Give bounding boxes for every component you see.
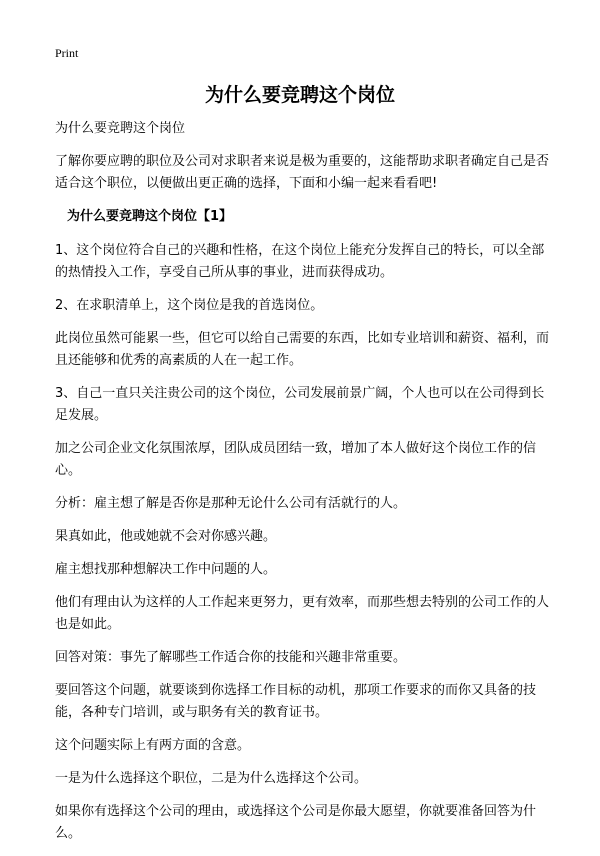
section-heading: 为什么要竞聘这个岗位【1】 [67,209,233,224]
paragraph: 2、在求职清单上，这个岗位是我的首选岗位。 [55,298,324,313]
print-link[interactable]: Print [55,46,79,60]
paragraph: 要回答这个问题，就要谈到你选择工作目标的动机，那项工作要求的而你又具备的技能，各种专门培训，或与职务有关的教育证书。 [55,683,537,720]
paragraph: 分析：雇主想了解是否你是那种无论什么公司有活就行的人。 [55,496,407,511]
paragraph: 他们有理由认为这样的人工作起来更努力，更有效率，而那些想去特别的公司工作的人也是如此。 [55,595,550,632]
paragraph: 3、自己一直只关注贵公司的这个岗位，公司发展前景广阔，个人也可以在公司得到长足发展。 [55,386,545,423]
paragraph: 回答对策：事先了解哪些工作适合你的技能和兴趣非常重要。 [55,650,407,665]
paragraph: 一是为什么选择这个职位，二是为什么选择这个公司。 [55,771,368,786]
article-body [55,118,555,856]
paragraph: 此岗位虽然可能累一些，但它可以给自己需要的东西，比如专业培训和薪资、福利，而且还能够和优秀的高素质的人在一起工作。 [55,331,550,368]
page-title: 为什么要竞聘这个岗位 [204,84,395,106]
paragraph: 果真如此，他或她就不会对你感兴趣。 [55,529,277,544]
intro-heading: 为什么要竞聘这个岗位 [55,121,186,136]
paragraph: 加之公司企业文化氛围浓厚，团队成员团结一致，增加了本人做好这个岗位工作的信心。 [55,441,537,478]
paragraph: 1、这个岗位符合自己的兴趣和性格，在这个岗位上能充分发挥自己的特长，可以全部的热情投入工作，享受自己所从事的事业，进而获得成功。 [55,243,545,280]
intro-paragraph: 了解你要应聘的职位及公司对求职者来说是极为重要的，这能帮助求职者确定自己是否适合这个职位，以便做出更正确的选择，下面和小编一起来看看吧! [55,154,550,191]
paragraph: 如果你有选择这个公司的理由，或选择这个公司是你最大愿望，你就要准备回答为什么。 [55,804,537,841]
paragraph: 雇主想找那种想解决工作中问题的人。 [55,562,277,577]
paragraph: 这个问题实际上有两方面的含意。 [55,738,251,753]
